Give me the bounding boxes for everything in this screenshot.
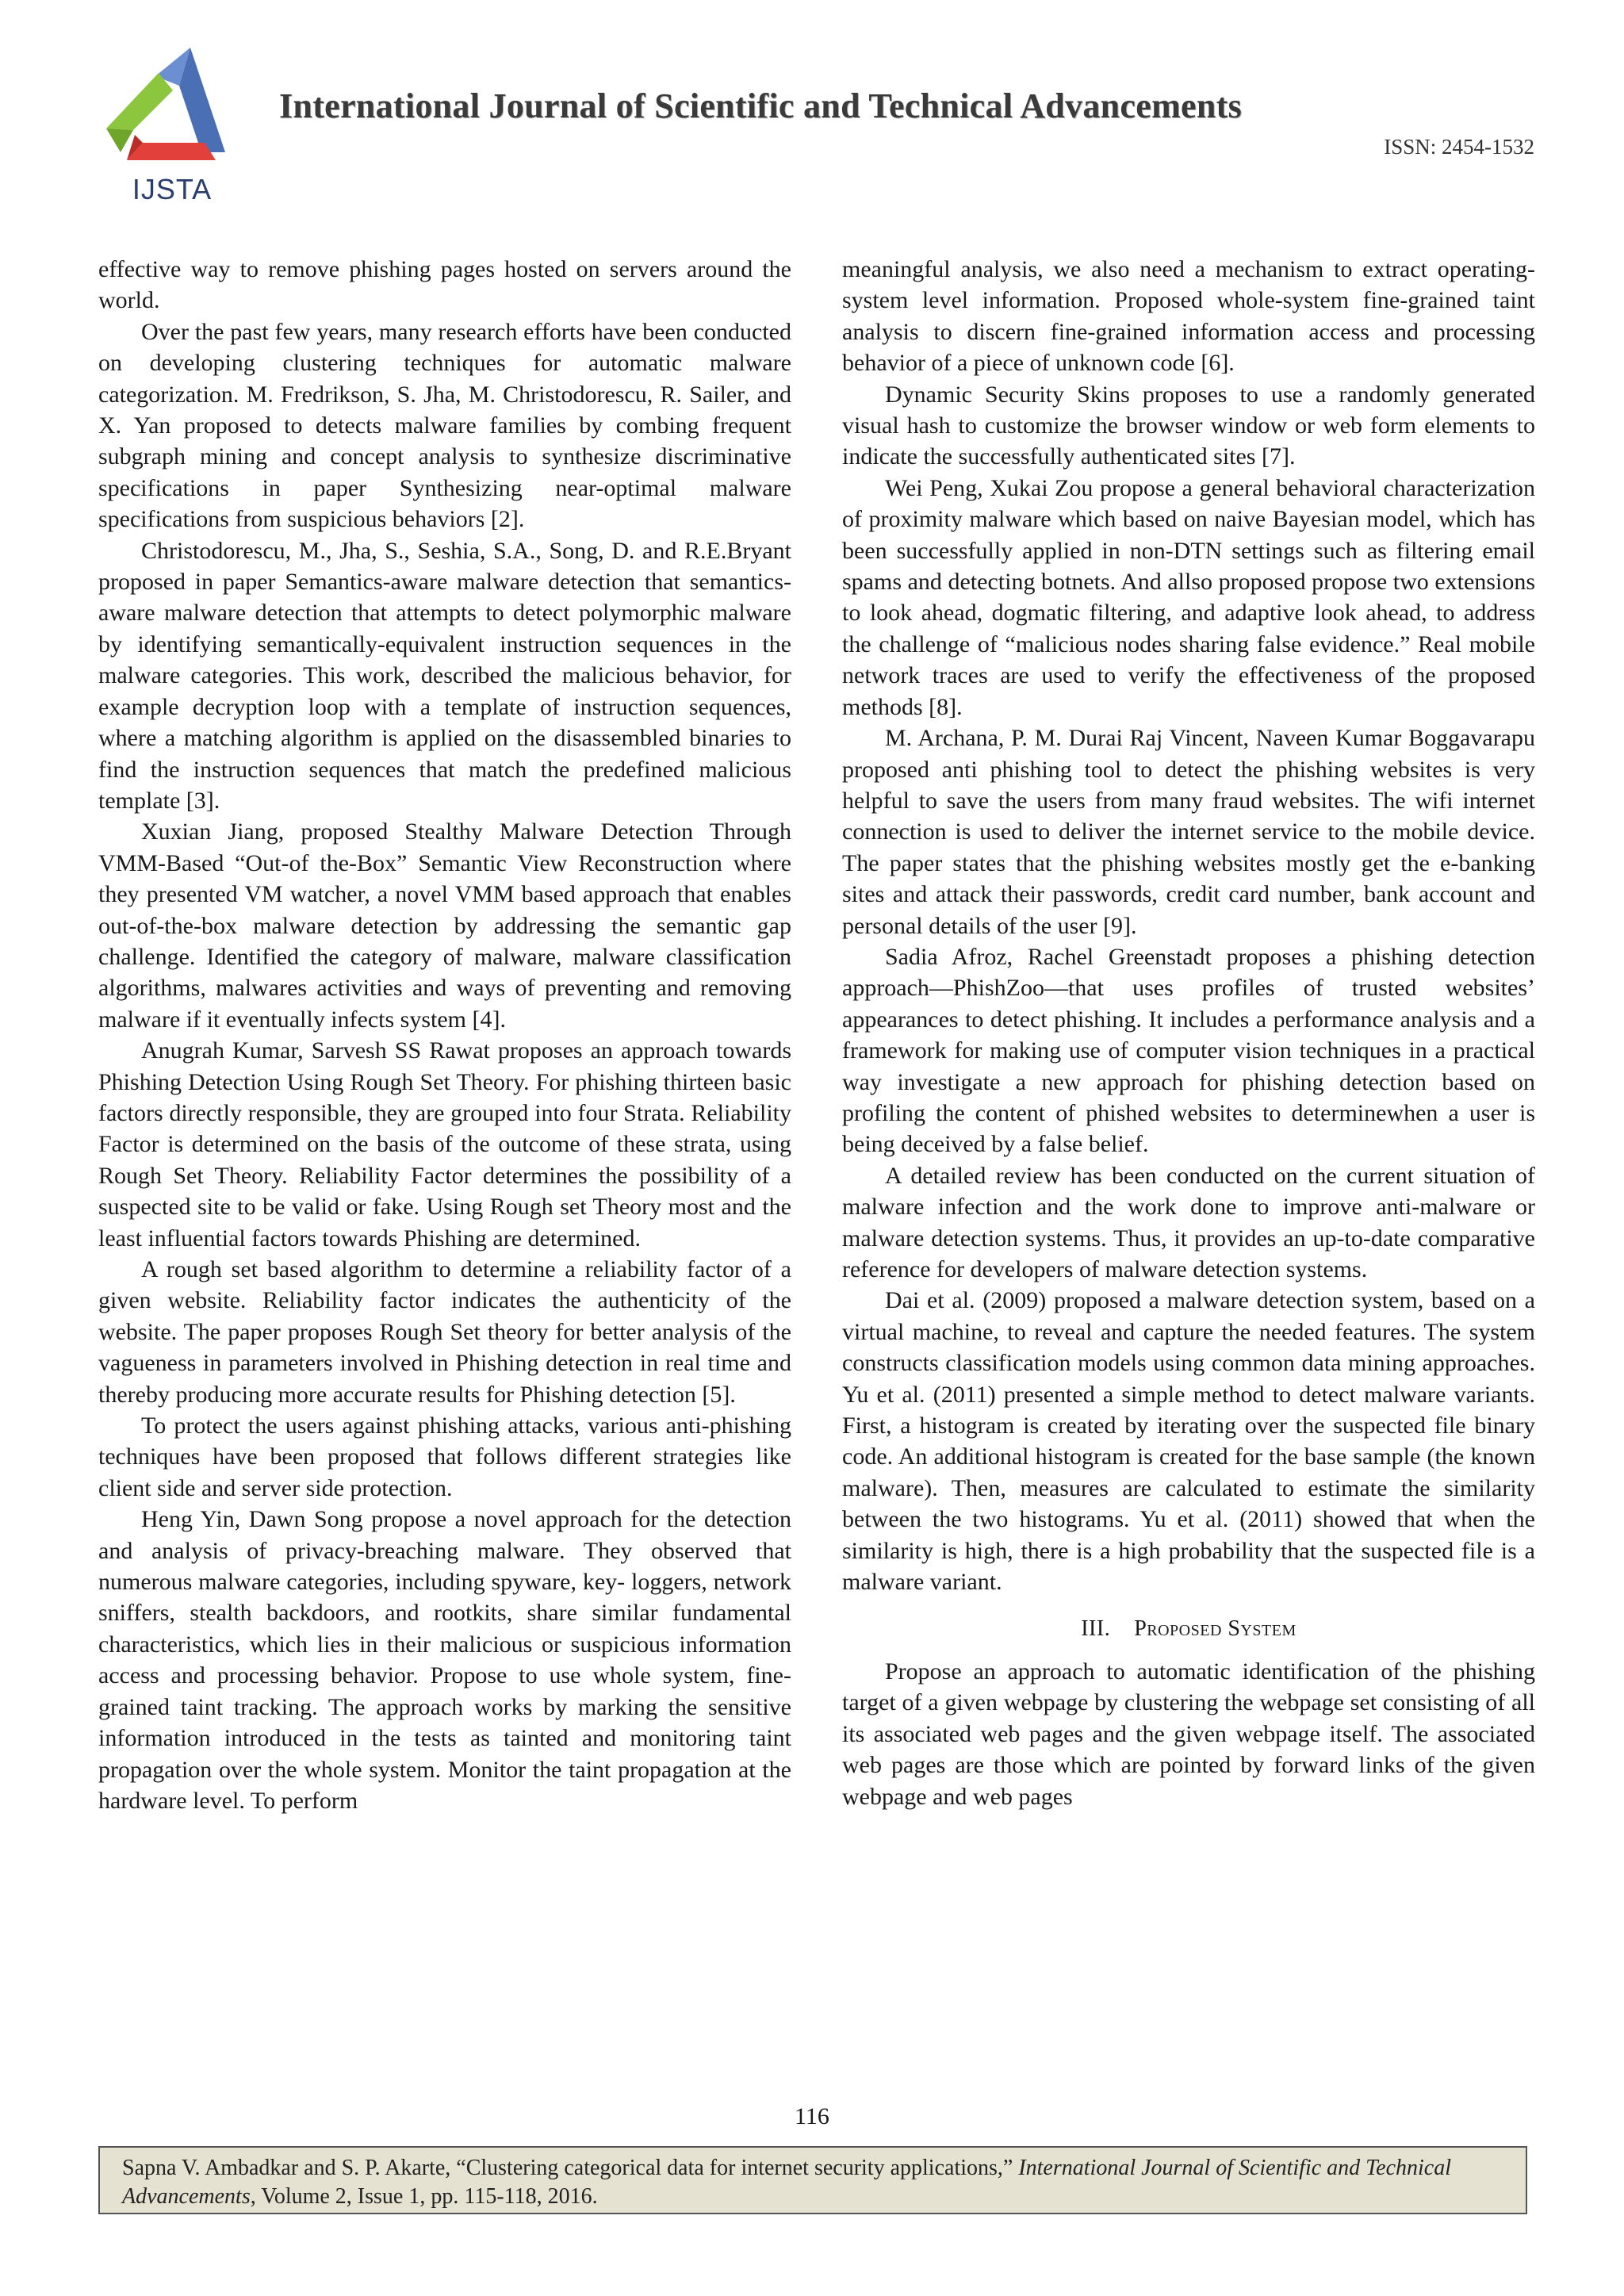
issn-label: ISSN: 2454-1532 (1384, 135, 1534, 159)
paragraph: Heng Yin, Dawn Song propose a novel approach for the detection and analysis of privacy-breaching malware. They observed that numerous malware categories, including spyware, key- loggers, network sniffers, stealth backdoors, and rootkits, share similar fundamental characteristics, which lies in their malicious or suspicious information access and processing behavior. Propose to use whole system, fine-grained taint tracking. The approach works by marking the sensitive information introduced in the tests as tainted and monitoring taint propagation over the whole system. Monitor the taint propagation at the hardware level. To perform (98, 1506, 791, 1814)
paragraph: Over the past few years, many research efforts have been conducted on developing clustering techniques for automatic malware categorization. M. Fredrikson, S. Jha, M. Christodorescu, R. Sailer, and X. Yan proposed to detects malware families by combing frequent subgraph mining and concept analysis to synthesize discriminative specifications in paper Synthesizing near-optimal malware specifications from suspicious behaviors [2]. (98, 318, 791, 533)
logo-text: IJSTA (132, 173, 213, 205)
citation-journal: International Journal of Scientific and Technical Advancements (122, 2156, 1451, 2209)
paragraph: M. Archana, P. M. Durai Raj Vincent, Naveen Kumar Boggavarapu proposed anti phishing tool to detect the phishing websites is very helpful to save the users from many fraud websites. The wifi internet connection is used to deliver the internet service to the mobile device. The paper states that the phishing websites mostly get the e-banking sites and attack their passwords, credit card number, bank account and personal details of the user [9]. (842, 725, 1535, 939)
citation-authors-title: Sapna V. Ambadkar and S. P. Akarte, “Clustering categorical data for internet security applications,” (122, 2156, 1019, 2180)
paragraph: meaningful analysis, we also need a mechanism to extract operating-system level information. Proposed whole-system fine-grained taint analysis to discern fine-grained information access and processing behavior of a piece of unknown code [6]. (842, 256, 1535, 377)
citation-details: , Volume 2, Issue 1, pp. 115-118, 2016. (250, 2184, 598, 2209)
paragraph: To protect the users against phishing attacks, various anti-phishing techniques have been proposed that follows different strategies like client side and server side protection. (98, 1412, 791, 1501)
ijsta-triangle-icon (97, 41, 247, 176)
section-heading (842, 1613, 1535, 1644)
paragraph: Sadia Afroz, Rachel Greenstadt proposes a phishing detection approach—PhishZoo—that uses profiles of trusted websites’ appearances to detect phishing. It includes a performance analysis and a framework for making use of computer vision techniques in a practical way investigate a new approach for phishing detection based on profiling the content of phished websites to determinewhen a user is being deceived by a false belief. (842, 943, 1535, 1158)
paragraph: Anugrah Kumar, Sarvesh SS Rawat proposes an approach towards Phishing Detection Using Rough Set Theory. For phishing thirteen basic factors directly responsible, they are grouped into four Strata. Reliability Factor is determined on the basis of the outcome of these strata, using Rough Set Theory. Reliability Factor determines the possibility of a suspected site to be valid or fake. Using Rough set Theory most and the least influential factors towards Phishing are determined. (98, 1037, 791, 1251)
journal-title: International Journal of Scientific and Technical Advancements (279, 86, 1243, 125)
paragraph: A detailed review has been conducted on the current situation of malware infection and the work done to improve anti-malware or malware detection systems. Thus, it provides an up-to-date comparative reference for developers of malware detection systems. (842, 1162, 1535, 1282)
journal-logo (97, 41, 247, 208)
section-title: Proposed System (1134, 1616, 1297, 1642)
paragraph: Wei Peng, Xukai Zou propose a general behavioral characterization of proximity malware which based on naive Bayesian model, which has been successfully applied in non-DTN settings such as filtering email spams and detecting botnets. And allso proposed propose two extensions to look ahead, dogmatic filtering, and adaptive look ahead, to address the challenge of “malicious nodes sharing false evidence.” Real mobile network traces are used to verify the effectiveness of the proposed methods [8]. (842, 474, 1535, 720)
right-column (842, 254, 1535, 1812)
paragraph: Propose an approach to automatic identification of the phishing target of a given webpage by clustering the webpage set consisting of all its associated web pages and the given webpage itself. The associated web pages are those which are pointed by forward links of the given webpage and web pages (842, 1658, 1535, 1810)
paragraph: effective way to remove phishing pages hosted on servers around the world. (98, 256, 791, 314)
paragraph: Christodorescu, M., Jha, S., Seshia, S.A., Song, D. and R.E.Bryant proposed in paper Semantics-aware malware detection that semantics-aware malware detection that attempts to detect polymorphic malware by identifying semantically-equivalent instruction sequences in the malware categories. This work, described the malicious behavior, for example decryption loop with a template of instruction sequences, where a matching algorithm is applied on the disassembled binaries to find the instruction sequences that match the predefined malicious template [3]. (98, 537, 791, 814)
section-number: III. (1081, 1616, 1111, 1642)
paragraph: Dynamic Security Skins proposes to use a randomly generated visual hash to customize the browser window or web form elements to indicate the successfully authenticated sites [7]. (842, 381, 1535, 470)
paragraph: Dai et al. (2009) proposed a malware detection system, based on a virtual machine, to reveal and capture the needed features. The system constructs classification models using common data mining approaches. Yu et al. (2011) presented a simple method to detect malware variants. First, a histogram is created by iterating over the suspected file binary code. An additional histogram is created for the base sample (the known malware). Then, measures are calculated to estimate the similarity between the two histograms. Yu et al. (2011) showed that when the similarity is high, there is a high probability that the suspected file is a malware variant. (842, 1287, 1535, 1596)
left-column (98, 254, 791, 1816)
paragraph: Xuxian Jiang, proposed Stealthy Malware Detection Through VMM-Based “Out-of the-Box” Semantic View Reconstruction where they presented VM watcher, a novel VMM based approach that enables out-of-the-box malware detection by addressing the semantic gap challenge. Identified the category of malware, malware classification algorithms, malwares activities and ways of preventing and removing malware if it eventually infects system [4]. (98, 818, 791, 1033)
paragraph: A rough set based algorithm to determine a reliability factor of a given website. Reliability factor indicates the authenticity of the website. The paper proposes Rough Set theory for better analysis of the vagueness in parameters involved in Phishing detection in real time and thereby producing more accurate results for Phishing detection [5]. (98, 1256, 791, 1408)
page-number: 116 (795, 2103, 829, 2129)
citation-box (98, 2146, 1527, 2214)
